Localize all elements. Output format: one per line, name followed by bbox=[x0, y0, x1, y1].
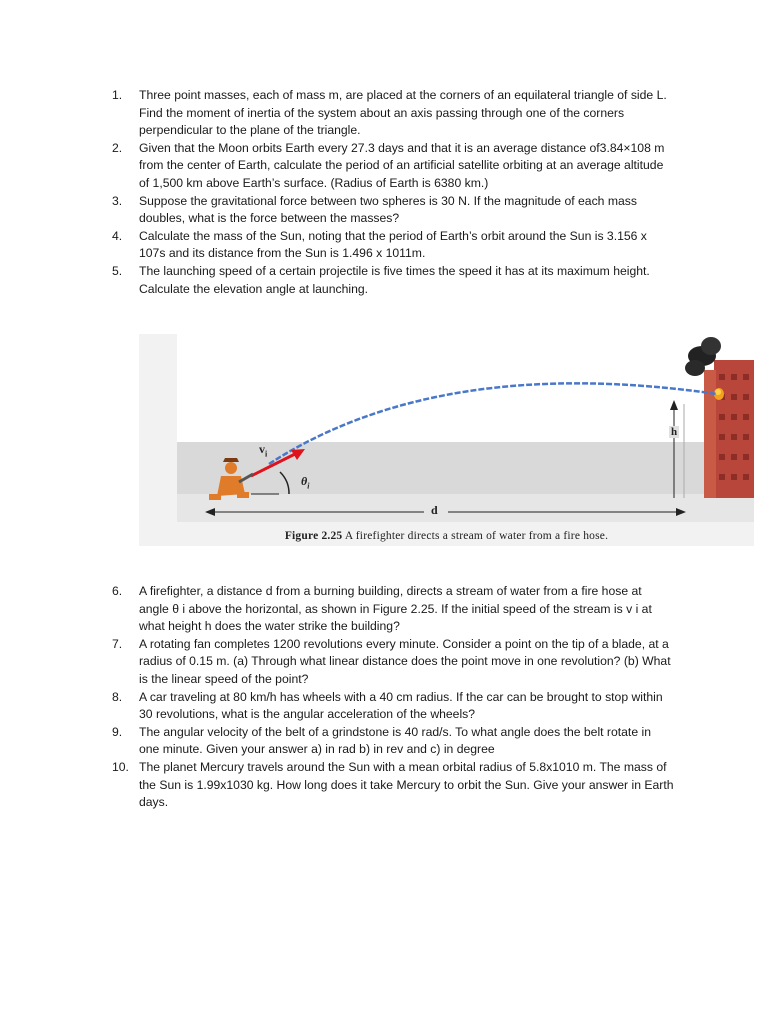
question-number: 6. bbox=[112, 584, 123, 598]
question-number: 7. bbox=[112, 636, 123, 651]
question-text: The angular velocity of the belt of a grindstone is 40 rad/s. To what angle does the belt rotate in one minute. Given your answer a) in rad b) in rev and c) in degree bbox=[139, 724, 651, 757]
question-list-part1 bbox=[112, 87, 674, 298]
firefighter-figure bbox=[139, 334, 754, 546]
question-item-9 bbox=[112, 724, 674, 759]
question-number: 5. bbox=[112, 263, 123, 278]
question-text: A rotating fan completes 1200 revolutions every minute. Consider a point on the tip of a blade, at a radius of 0.15 m. (a) Through what linear distance does the point move in one revolution? (b) What is the linear speed of the point? bbox=[139, 636, 671, 686]
question-text: A car traveling at 80 km/h has wheels with a 40 cm radius. If the car can be brought to stop within 30 revolutions, what is the angular acceleration of the wheels? bbox=[139, 689, 663, 722]
question-text: Suppose the gravitational force between two spheres is 30 N. If the magnitude of each mass doubles, what is the force between the masses? bbox=[139, 193, 637, 226]
question-number: 3. bbox=[112, 193, 123, 208]
question-number: 9. bbox=[112, 724, 123, 739]
figure-caption-text: A firefighter directs a stream of water from a fire hose. bbox=[342, 530, 609, 542]
height-label: h bbox=[671, 426, 678, 438]
question-text: The planet Mercury travels around the Sun with a mean orbital radius of 5.8x1010 m. The mass of the Sun is 1.99x1030 kg. How long does it take Mercury to orbit the Sun. Give your answer in Earth days. bbox=[139, 759, 674, 810]
ground-foreground bbox=[177, 494, 754, 522]
question-item-10 bbox=[112, 759, 674, 812]
question-item-3 bbox=[112, 193, 674, 228]
question-number: 2. bbox=[112, 140, 123, 155]
question-item-1 bbox=[112, 87, 674, 140]
question-number: 8. bbox=[112, 689, 123, 704]
question-text: A firefighter, a distance d from a burning building, directs a stream of water from a fire hose at angle θ i above the horizontal, as shown in Figure 2.25. If the initial speed of the stream is v i at what height h does the water strike the building? bbox=[139, 584, 652, 634]
question-text: Calculate the mass of the Sun, noting that the period of Earth’s orbit around the Sun is 3.156 x 107s and its distance from the Sun is 1.496 x 1011m. bbox=[139, 228, 647, 261]
question-number: 1. bbox=[112, 88, 123, 102]
question-list-part2 bbox=[112, 583, 674, 812]
question-item-2 bbox=[112, 140, 674, 193]
figure-caption-label: Figure 2.25 bbox=[284, 530, 343, 542]
question-item-5 bbox=[112, 263, 674, 298]
question-text: The launching speed of a certain projectile is five times the speed it has at its maximum height. Calculate the elevation angle at launching. bbox=[139, 263, 650, 296]
question-item-8 bbox=[112, 689, 674, 724]
question-text: Three point masses, each of mass m, are placed at the corners of an equilateral triangle of side L. Find the moment of inertia of the system about an axis passing through one of the corners perpendicular to the plane of the triangle. bbox=[139, 88, 667, 138]
distance-label: d bbox=[431, 503, 438, 517]
question-text: Given that the Moon orbits Earth every 27.3 days and that it is an average distance of3.84×108 m from the center of Earth, calculate the period of an artificial satellite orbiting at an average altitude of 1,500 km above Earth’s surface. (Radius of Earth is 6380 km.) bbox=[139, 140, 665, 190]
firefighter-illustration bbox=[139, 334, 754, 546]
figure-caption bbox=[139, 530, 754, 542]
question-number: 10. bbox=[112, 759, 129, 774]
velocity-label: $v_i$ bbox=[259, 442, 268, 459]
question-number: 4. bbox=[112, 228, 123, 243]
question-item-4 bbox=[112, 228, 674, 263]
question-item-6 bbox=[112, 583, 674, 636]
angle-label: $\theta_i$ bbox=[301, 474, 310, 491]
question-item-7 bbox=[112, 636, 674, 689]
